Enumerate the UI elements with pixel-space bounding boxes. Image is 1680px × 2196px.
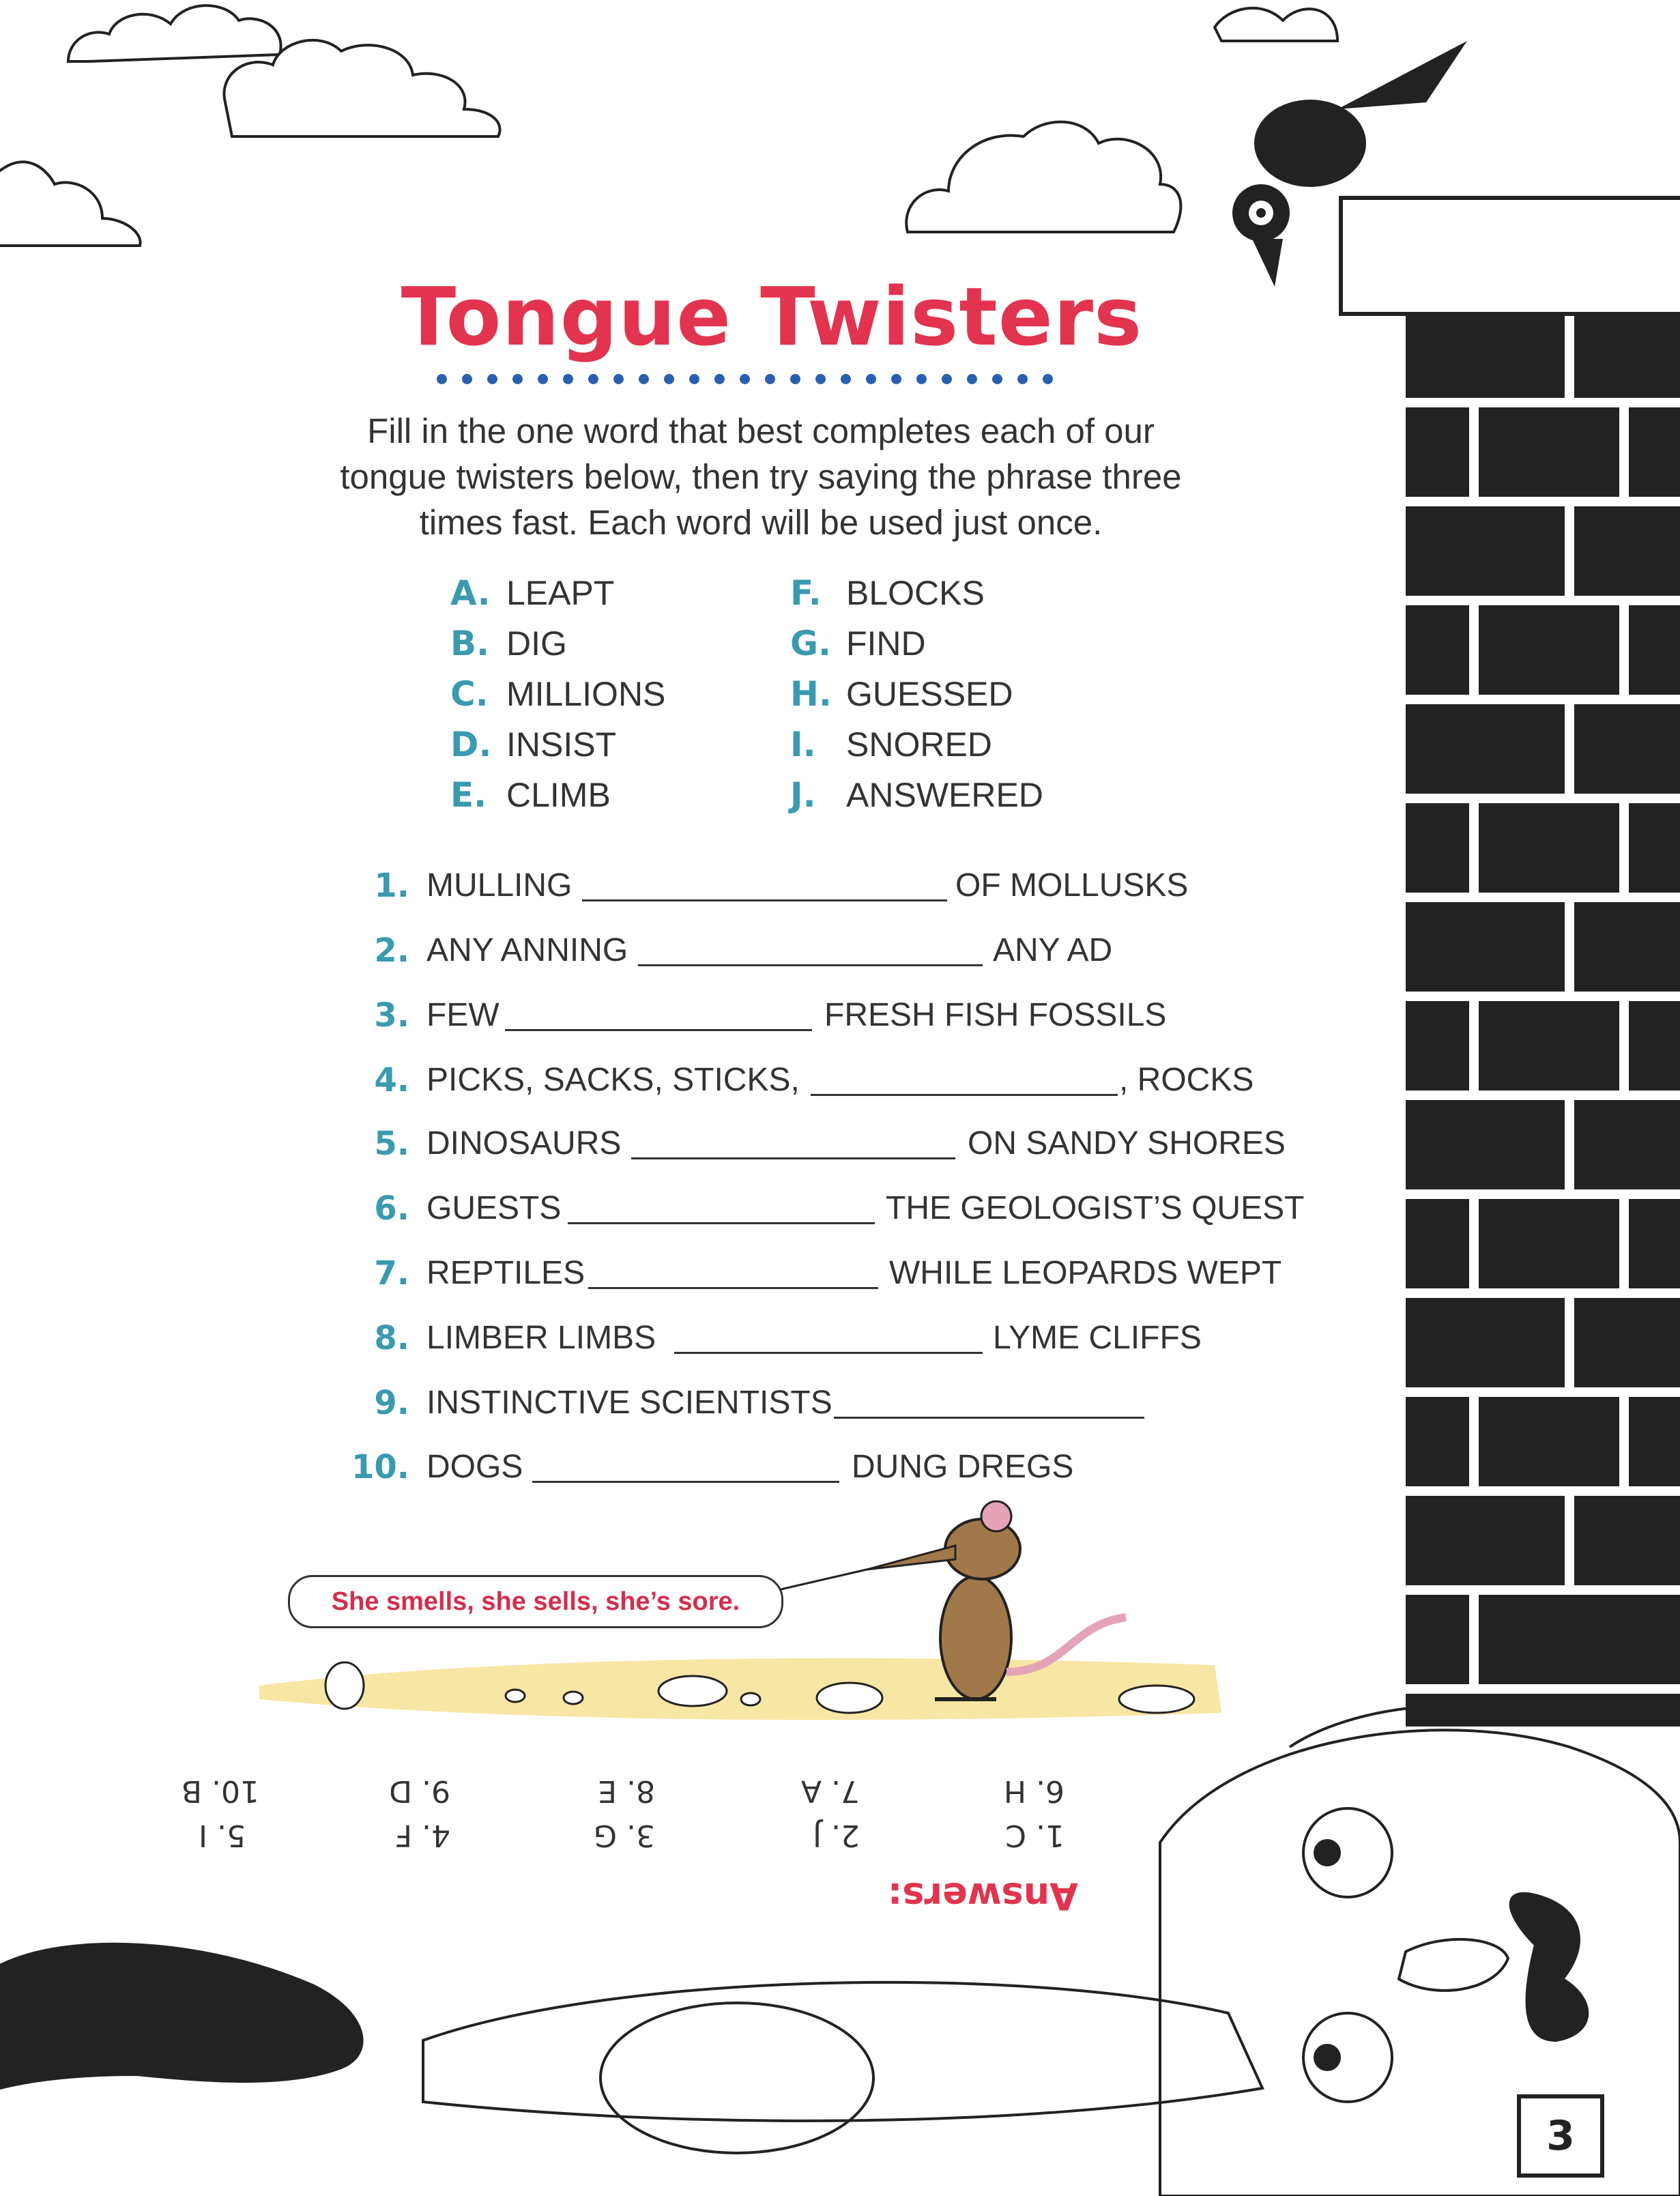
word-bank-letter: C. (450, 674, 489, 714)
word-bank-letter: B. (450, 624, 490, 663)
question-number: 3. (374, 996, 409, 1035)
question-text-after: WHILE LEOPARDS WEPT (889, 1255, 1282, 1291)
word-bank-word: BLOCKS (846, 574, 985, 612)
answer-item: 1. C (1005, 1818, 1065, 1853)
question-10 (0, 1448, 1365, 1489)
instructions-line: times fast. Each word will be used just once. (419, 503, 1103, 542)
question-text-before: DINOSAURS (426, 1125, 622, 1161)
title-dot-divider (437, 374, 1068, 388)
answer-blank[interactable] (674, 1352, 983, 1354)
word-bank-item (450, 725, 616, 764)
word-bank-word: MILLIONS (506, 675, 666, 713)
question-text-before: PICKS, SACKS, STICKS, (426, 1062, 800, 1098)
question-2 (0, 931, 1365, 972)
question-6 (0, 1189, 1365, 1230)
answer-blank[interactable] (631, 1157, 955, 1159)
question-text-after: , ROCKS (1119, 1062, 1254, 1098)
cloud-center (906, 122, 1181, 232)
speech-bubble: She smells, she sells, she’s sore. (288, 1575, 783, 1628)
answer-item: 9. D (389, 1774, 450, 1808)
instructions-line: Fill in the one word that best completes each of our (367, 411, 1155, 450)
cloud-top-left (68, 5, 281, 61)
question-text-before: DOGS (426, 1449, 523, 1485)
word-bank-letter: J. (790, 775, 816, 815)
answer-item: 6. H (1003, 1774, 1065, 1808)
instructions-line: tongue twisters below, then try saying the phrase three (340, 457, 1182, 496)
question-1 (0, 867, 1365, 908)
question-text-before: ANY ANNING (426, 932, 628, 968)
answer-item: 5. I (199, 1818, 246, 1853)
answer-item: 2. J (813, 1818, 860, 1853)
answer-item: 3. G (593, 1818, 655, 1853)
question-number: 10. (351, 1448, 409, 1486)
word-bank-word: CLIMB (506, 776, 611, 814)
question-number: 2. (374, 931, 409, 970)
question-9 (0, 1384, 1365, 1425)
answer-blank[interactable] (532, 1481, 839, 1483)
word-bank-word: FIND (846, 624, 926, 663)
word-bank-word: ANSWERED (846, 776, 1043, 814)
answer-item: 4. F (394, 1818, 450, 1853)
question-text-before: GUESTS (426, 1190, 562, 1226)
word-bank-item (790, 674, 1013, 714)
question-number: 8. (374, 1319, 409, 1357)
question-3 (0, 996, 1365, 1037)
page-number: 3 (1517, 2094, 1604, 2178)
answer-blank[interactable] (834, 1417, 1144, 1419)
answers-upside-down (150, 1761, 1078, 1918)
answers-heading: Answers: (887, 1875, 1078, 1918)
answer-item: 8. E (598, 1774, 655, 1808)
question-text-after: ANY AD (993, 932, 1113, 968)
word-bank-letter: H. (790, 674, 832, 714)
word-bank-letter: F. (790, 573, 822, 613)
word-bank-item (790, 775, 1043, 815)
answer-blank[interactable] (588, 1287, 878, 1289)
question-8 (0, 1319, 1365, 1360)
question-number: 1. (374, 867, 409, 905)
word-bank-letter: A. (450, 573, 491, 613)
brick-wall (1341, 198, 1680, 1727)
question-text-before: REPTILES (426, 1255, 585, 1291)
question-text-after: FRESH FISH FOSSILS (824, 997, 1167, 1033)
question-number: 6. (374, 1189, 409, 1228)
question-5 (0, 1125, 1365, 1166)
question-text-before: INSTINCTIVE SCIENTISTS (426, 1385, 832, 1421)
answer-blank[interactable] (505, 1029, 812, 1031)
word-bank-item (450, 624, 567, 663)
word-bank-item (790, 624, 926, 663)
question-4 (0, 1061, 1365, 1102)
word-bank-word: LEAPT (506, 574, 615, 612)
word-bank-item (450, 674, 665, 714)
sand-trail (259, 1658, 1221, 1720)
cloud-left (0, 162, 141, 246)
instructions (273, 408, 1249, 545)
answer-item: 7. A (800, 1774, 860, 1808)
question-text-after: ON SANDY SHORES (968, 1125, 1286, 1161)
question-text-before: LIMBER LIMBS (426, 1320, 656, 1356)
word-bank-item (450, 573, 614, 613)
word-bank-letter: D. (450, 725, 492, 764)
question-number: 9. (374, 1384, 409, 1422)
question-text-before: FEW (426, 997, 499, 1033)
word-bank-item (450, 775, 611, 815)
question-text-after: OF MOLLUSKS (955, 867, 1189, 904)
word-bank-item (790, 573, 985, 613)
word-bank-word: DIG (506, 624, 567, 663)
answer-blank[interactable] (638, 964, 983, 966)
word-bank-letter: E. (450, 775, 487, 815)
word-bank-letter: I. (790, 725, 816, 764)
word-bank-word: GUESSED (846, 675, 1013, 713)
cloud-right (1215, 8, 1337, 41)
word-bank-word: INSIST (506, 725, 617, 764)
answer-item: 10. B (181, 1774, 259, 1808)
question-text-before: MULLING (426, 867, 573, 904)
question-7 (0, 1254, 1365, 1295)
question-text-after: LYME CLIFFS (993, 1320, 1202, 1356)
answer-blank[interactable] (582, 899, 947, 901)
question-number: 4. (374, 1061, 409, 1099)
answer-blank[interactable] (811, 1094, 1118, 1096)
page-title: Tongue Twisters (401, 270, 1143, 364)
question-text-after: THE GEOLOGIST’S QUEST (886, 1190, 1305, 1226)
answer-blank[interactable] (568, 1222, 875, 1224)
word-bank-word: SNORED (846, 725, 992, 764)
word-bank-letter: G. (790, 624, 832, 663)
question-number: 7. (374, 1254, 409, 1292)
question-text-after: DUNG DREGS (852, 1449, 1074, 1485)
question-number: 5. (374, 1125, 409, 1163)
word-bank-item (790, 725, 992, 764)
